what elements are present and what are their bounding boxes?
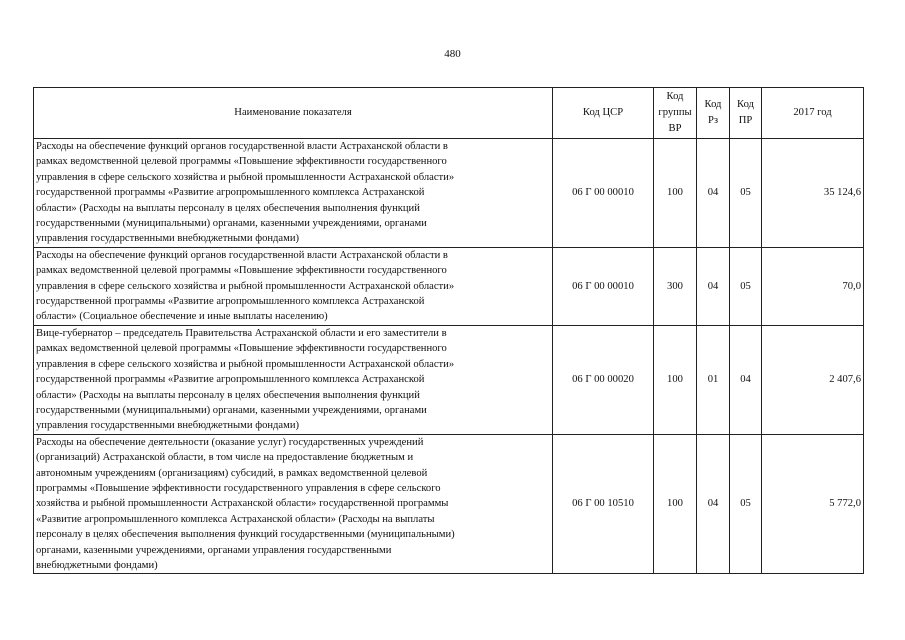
row-indicator-name: Расходы на обеспечение функций органов государственной власти Астраханской области в рамках ведомственной целевой программы «Повышение эффективности государственного управления в сфере сельского хозяйства и рыбной промышленности Астраханской области» государственной программы «Развитие агропромышленного комплекса Астраханской области» (Расходы на выплаты персоналу в целях обеспечения выполнения функций государственными (муниципальными) органами, казенными учреждениями, органами управления государственными внебюджетными фондами) (34, 139, 553, 248)
budget-table (33, 87, 864, 574)
row-amount: 2 407,6 (762, 325, 864, 434)
row-vr-code: 100 (654, 139, 697, 248)
table-header (34, 88, 864, 139)
row-indicator-name: Расходы на обеспечение деятельности (оказание услуг) государственных учреждений (организаций) Астраханской области, в том числе на предоставление бюджетным и автономным учреждениям (организациям) субсидий, в рамках ведомственной целевой программы «Повышение эффективности государственного управления в сфере сельского хозяйства и рыбной промышленности Астраханской области» государственной программы «Развитие агропромышленного комплекса Астраханской области» (Расходы на выплаты персоналу в целях обеспечения выполнения функций государственными (муниципальными) органами, казенными учреждениями, органами управления государственными внебюджетными фондами) (34, 434, 553, 574)
header-vr-code: Код группы ВР (654, 88, 697, 139)
row-pr-code: 04 (730, 325, 762, 434)
row-indicator-name: Вице-губернатор – председатель Правительства Астраханской области и его заместители в рамках ведомственной целевой программы «Повышение эффективности государственного управления в сфере сельского хозяйства и рыбной промышленности Астраханской области» государственной программы «Развитие агропромышленного комплекса Астраханской области» (Расходы на выплаты персоналу в целях обеспечения выполнения функций государственными (муниципальными) органами, казенными учреждениями, органами управления государственными внебюджетными фондами) (34, 325, 553, 434)
header-indicator-name: Наименование показателя (34, 88, 553, 139)
table-row (34, 325, 864, 434)
header-row (34, 88, 864, 139)
row-vr-code: 100 (654, 325, 697, 434)
header-pr-code: Код ПР (730, 88, 762, 139)
table-row (34, 139, 864, 248)
row-csr-code: 06 Г 00 10510 (553, 434, 654, 574)
row-rz-code: 04 (697, 139, 730, 248)
row-rz-code: 04 (697, 247, 730, 325)
row-pr-code: 05 (730, 139, 762, 248)
row-amount: 5 772,0 (762, 434, 864, 574)
page-number: 480 (444, 48, 461, 60)
table-row (34, 434, 864, 574)
row-amount: 70,0 (762, 247, 864, 325)
header-rz-code: Код Рз (697, 88, 730, 139)
row-amount: 35 124,6 (762, 139, 864, 248)
row-rz-code: 04 (697, 434, 730, 574)
header-year-2017: 2017 год (762, 88, 864, 139)
table-row (34, 247, 864, 325)
row-pr-code: 05 (730, 247, 762, 325)
table-body (34, 139, 864, 574)
row-csr-code: 06 Г 00 00010 (553, 139, 654, 248)
row-rz-code: 01 (697, 325, 730, 434)
row-vr-code: 300 (654, 247, 697, 325)
row-indicator-name: Расходы на обеспечение функций органов государственной власти Астраханской области в рамках ведомственной целевой программы «Повышение эффективности государственного управления в сфере сельского хозяйства и рыбной промышленности Астраханской области» государственной программы «Развитие агропромышленного комплекса Астраханской области» (Социальное обеспечение и иные выплаты населению) (34, 247, 553, 325)
header-csr-code: Код ЦСР (553, 88, 654, 139)
row-csr-code: 06 Г 00 00020 (553, 325, 654, 434)
row-csr-code: 06 Г 00 00010 (553, 247, 654, 325)
row-vr-code: 100 (654, 434, 697, 574)
row-pr-code: 05 (730, 434, 762, 574)
